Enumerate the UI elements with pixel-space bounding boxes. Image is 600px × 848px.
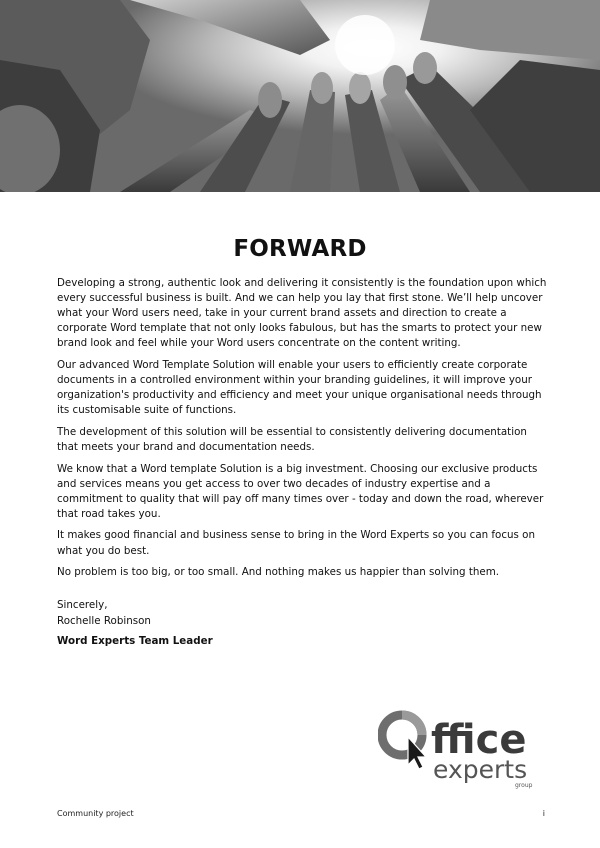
footer-label: Community project [57,809,134,818]
paragraph: It makes good financial and business sense to bring in the Word Experts so you can focus on what you do best. [57,529,536,557]
paragraph: The development of this solution will be essential to consistently delivering documentation that meets your brand and documentation needs. [57,425,527,453]
logo-sub-word: experts [433,755,528,784]
signer-role: Word Experts Team Leader [57,635,213,647]
paragraph: Our advanced Word Template Solution will enable your users to efficiently create corporate documents in a controlled environment within your branding guidelines, it will improve your organization's productivity and efficiency and meet your unique organisational needs through its customisable suite of functions. [57,358,542,417]
logo-small-word: group [515,782,533,789]
signoff [57,598,213,650]
paragraph: We know that a Word template Solution is a big investment. Choosing our exclusive products and services means you get access to over two decades of industry expertise and a commitment to quality that will pay off many times over - today and down the road, wherever that road takes you. [57,462,544,520]
page-number: i [542,809,545,818]
page-footer [57,809,547,818]
closing: Sincerely, [57,599,108,611]
paragraph: No problem is too big, or too small. And nothing makes us happier than solving them. [57,566,500,579]
signer-name: Rochelle Robinson [57,614,151,627]
body-text [57,276,547,587]
office-experts-logo [378,705,540,791]
paragraph: Developing a strong, authentic look and delivering it consistently is the foundation upon which every successful business is built. And we can help you lay that first stone. We’ll help uncover what your Word users need, take in your current brand assets and direction to create a corporate Word template that not only looks fabulous, but has the smarts to protect your new brand look and feel while your Word users concentrate on the content writing. [57,277,547,350]
page-title: FORWARD [233,236,367,262]
logo-main-word: ffice [431,717,527,763]
hands-together-photo [0,0,600,192]
hero-photo [0,0,600,192]
